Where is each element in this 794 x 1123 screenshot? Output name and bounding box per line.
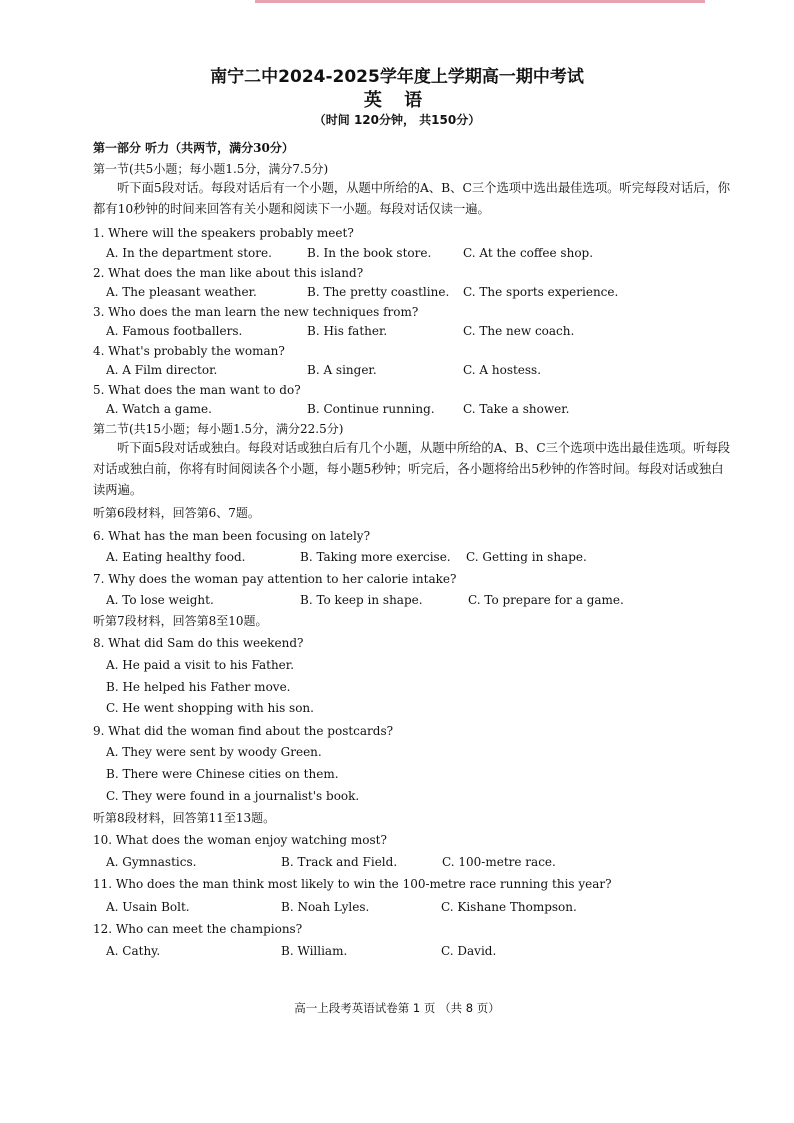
material-7-label: 听第7段材料，回答第8至10题。	[93, 614, 268, 628]
q11-option-b: B. Noah Lyles.	[281, 900, 370, 914]
question-4: 4. What's probably the woman?	[93, 344, 285, 358]
q6-option-c: C. Getting in shape.	[466, 550, 587, 564]
time-info: （时间 120分钟， 共150分）	[313, 113, 481, 127]
question-6: 6. What has the man been focusing on lately?	[93, 529, 371, 543]
q2-option-b: B. The pretty coastline.	[307, 285, 450, 299]
q3-option-a: A. Famous footballers.	[106, 324, 243, 338]
q10-option-c: C. 100-metre race.	[442, 855, 556, 869]
section1-heading: 第一节(共5小题；每小题1.5分，满分7.5分)	[93, 162, 329, 176]
q4-option-b: B. A singer.	[307, 363, 377, 377]
question-9: 9. What did the woman find about the postcards?	[93, 724, 394, 738]
q12-option-a: A. Cathy.	[106, 944, 161, 958]
q8-option-a: A. He paid a visit to his Father.	[106, 658, 295, 672]
q5-option-c: C. Take a shower.	[463, 402, 570, 416]
q10-option-a: A. Gymnastics.	[106, 855, 197, 869]
section1-instructions: 听下面5段对话。每段对话后有一个小题，从题中所给的A、B、C三个选项中选出最佳选项。听完每段对话后，你都有10秒钟的时间来回答有关小题和阅读下一小题。每段对话仅读一遍。	[93, 181, 731, 216]
q3-option-c: C. The new coach.	[463, 324, 575, 338]
q4-option-a: A. A Film director.	[106, 363, 218, 377]
q11-option-a: A. Usain Bolt.	[106, 900, 190, 914]
q3-option-b: B. His father.	[307, 324, 388, 338]
q7-option-b: B. To keep in shape.	[300, 593, 423, 607]
q2-option-a: A. The pleasant weather.	[106, 285, 257, 299]
question-2: 2. What does the man like about this island?	[93, 266, 364, 280]
q6-option-b: B. Taking more exercise.	[300, 550, 451, 564]
question-3: 3. Who does the man learn the new techniques from?	[93, 305, 419, 319]
q6-option-a: A. Eating healthy food.	[106, 550, 246, 564]
q9-option-b: B. There were Chinese cities on them.	[106, 767, 339, 781]
q12-option-c: C. David.	[441, 944, 497, 958]
q10-option-b: B. Track and Field.	[281, 855, 398, 869]
q1-option-b: B. In the book store.	[307, 246, 432, 260]
page-footer: 高一上段考英语试卷第 1 页 （共 8 页）	[294, 1001, 500, 1015]
q4-option-c: C. A hostess.	[463, 363, 542, 377]
q9-option-c: C. They were found in a journalist's book.	[106, 789, 360, 803]
q5-option-b: B. Continue running.	[307, 402, 435, 416]
question-12: 12. Who can meet the champions?	[93, 922, 303, 936]
q8-option-b: B. He helped his Father move.	[106, 680, 291, 694]
q7-option-c: C. To prepare for a game.	[468, 593, 624, 607]
q11-option-c: C. Kishane Thompson.	[441, 900, 577, 914]
question-7: 7. Why does the woman pay attention to her calorie intake?	[93, 572, 457, 586]
section2-heading: 第二节(共15小题；每小题1.5分，满分22.5分)	[93, 422, 344, 436]
question-1: 1. Where will the speakers probably meet?	[93, 226, 354, 240]
q2-option-c: C. The sports experience.	[463, 285, 619, 299]
question-10: 10. What does the woman enjoy watching most?	[93, 833, 387, 847]
q8-option-c: C. He went shopping with his son.	[106, 701, 314, 715]
q5-option-a: A. Watch a game.	[106, 402, 212, 416]
q9-option-a: A. They were sent by woody Green.	[106, 745, 322, 759]
material-8-label: 听第8段材料，回答第11至13题。	[93, 811, 276, 825]
section2-instructions: 听下面5段对话或独白。每段对话或独白后有几个小题，从题中所给的A、B、C三个选项中选出最佳选项。听每段对话或独白前，你将有时间阅读各个小题，每小题5秒钟；听完后，各小题将给出5秒钟的作答时间。每段对话或独白读两遍。	[93, 441, 731, 497]
q12-option-b: B. William.	[281, 944, 348, 958]
subject-title: 英 语	[363, 90, 431, 111]
question-5: 5. What does the man want to do?	[93, 383, 301, 397]
material-6-label: 听第6段材料，回答第6、7题。	[93, 506, 260, 520]
part1-heading: 第一部分 听力（共两节，满分30分）	[93, 141, 294, 155]
q7-option-a: A. To lose weight.	[106, 593, 214, 607]
q1-option-c: C. At the coffee shop.	[463, 246, 594, 260]
question-11: 11. Who does the man think most likely to win the 100-metre race running this year?	[93, 877, 612, 891]
question-8: 8. What did Sam do this weekend?	[93, 636, 304, 650]
exam-title: 南宁二中2024-2025学年度上学期高一期中考试	[210, 67, 584, 87]
q1-option-a: A. In the department store.	[106, 246, 272, 260]
